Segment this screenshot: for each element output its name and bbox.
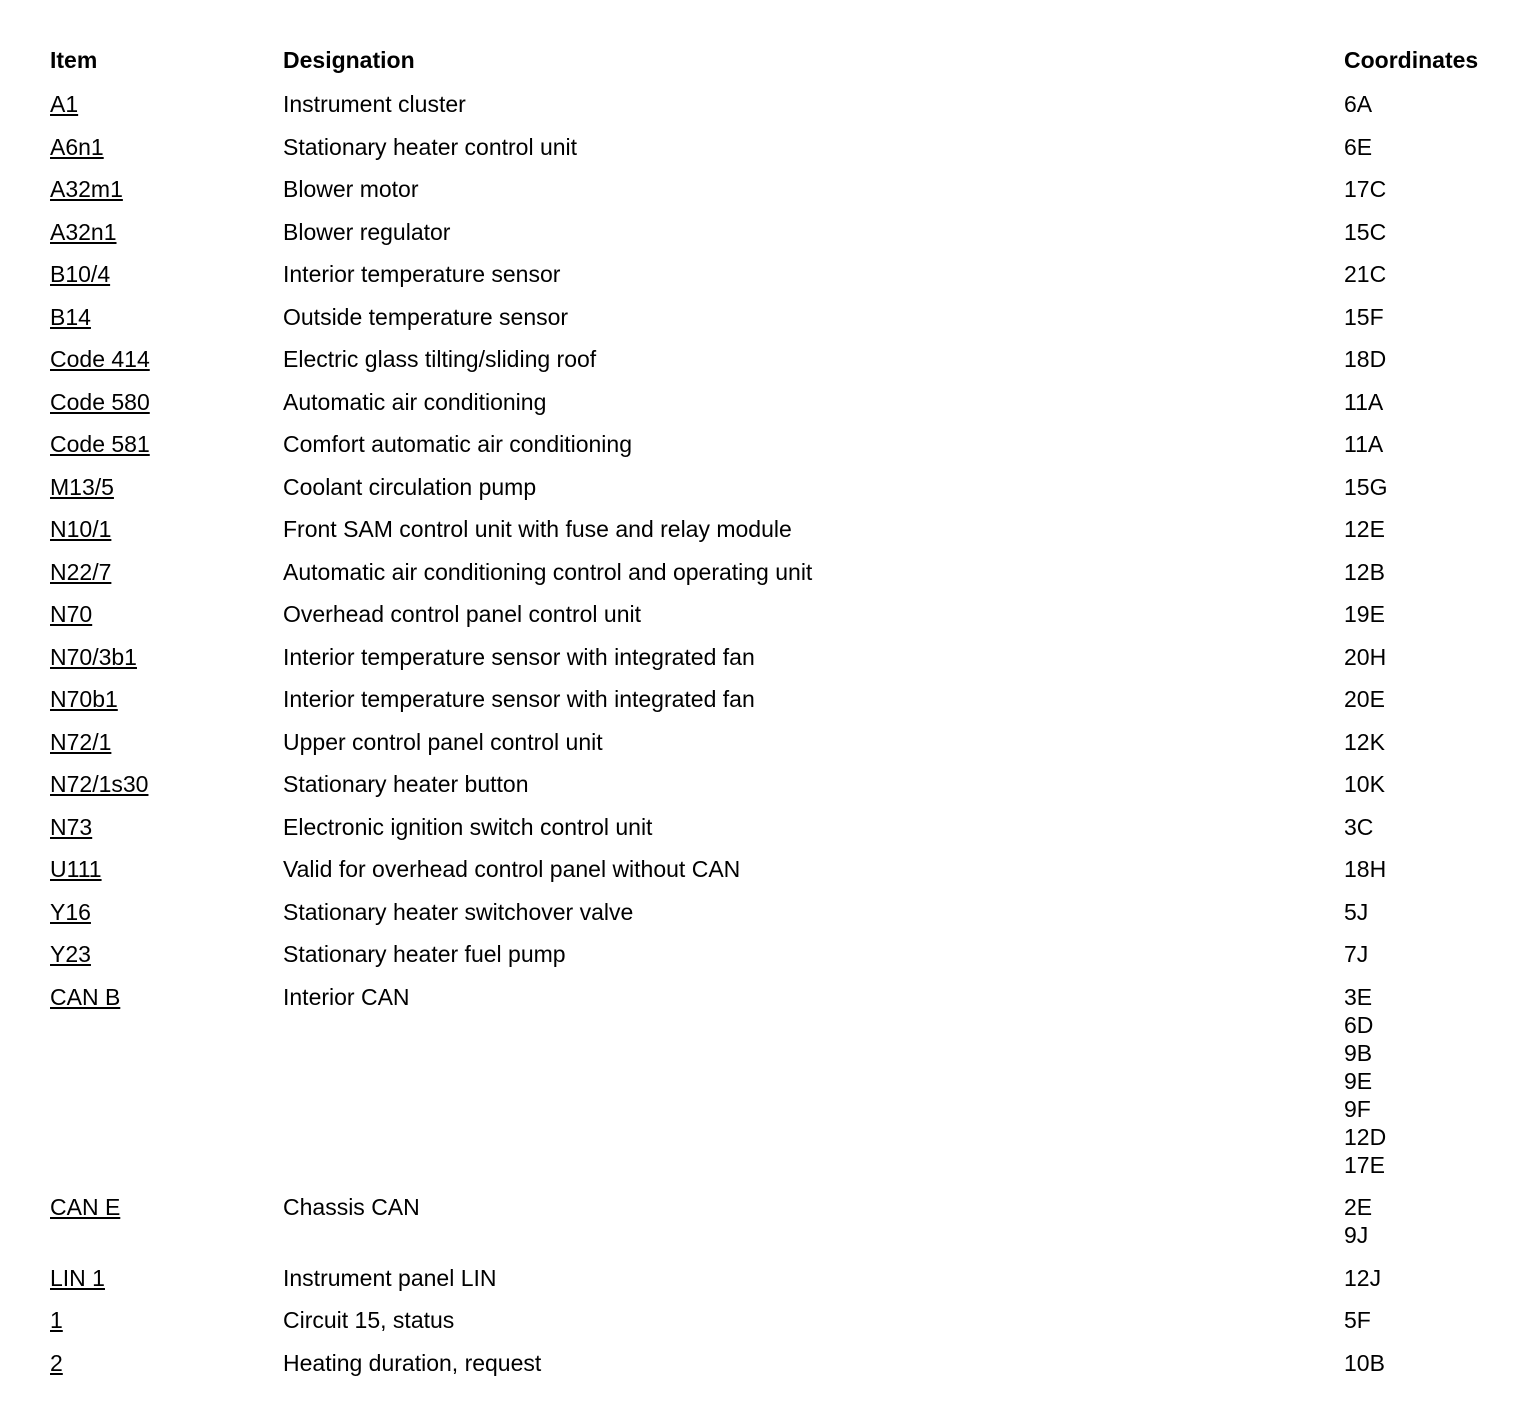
coordinates-cell xyxy=(1344,600,1385,628)
coordinate-value: 3C xyxy=(1344,813,1374,840)
table-row xyxy=(50,683,1530,726)
designation-cell: Overhead control panel control unit xyxy=(283,601,641,627)
coordinate-value: 19E xyxy=(1344,601,1385,627)
item-link[interactable]: N70 xyxy=(50,601,93,627)
item-link[interactable]: 1 xyxy=(50,1307,63,1333)
coordinate-value: 3E xyxy=(1344,983,1373,1010)
designation-cell: Instrument panel LIN xyxy=(283,1264,497,1291)
table-row xyxy=(50,301,1530,344)
coordinate-value: 9B xyxy=(1344,1039,1373,1066)
designation-cell: Upper control panel control unit xyxy=(283,728,603,755)
designation-cell: Automatic air conditioning xyxy=(283,388,547,415)
coordinates-cell xyxy=(1344,855,1386,883)
coordinate-value: 15G xyxy=(1344,473,1388,500)
table-row xyxy=(50,173,1530,216)
designation-cell: Interior CAN xyxy=(283,983,410,1010)
designation-cell: Comfort automatic air conditioning xyxy=(283,431,632,457)
coordinate-value: 11A xyxy=(1344,388,1384,415)
item-link[interactable]: A1 xyxy=(50,91,79,117)
header-item: Item xyxy=(50,47,98,73)
coordinate-value: 15C xyxy=(1344,218,1387,245)
table-row xyxy=(50,216,1530,259)
item-link[interactable]: N22/7 xyxy=(50,558,112,585)
designation-cell: Stationary heater control unit xyxy=(283,133,578,160)
table-row xyxy=(50,258,1530,301)
item-link[interactable]: A6n1 xyxy=(50,133,104,160)
table-body xyxy=(50,88,1530,1389)
coordinate-value: 9E xyxy=(1344,1067,1373,1094)
designation-cell: Outside temperature sensor xyxy=(283,303,569,330)
table-row xyxy=(50,811,1530,854)
designation-cell: Electronic ignition switch control unit xyxy=(283,813,653,840)
item-link[interactable]: B10/4 xyxy=(50,261,111,287)
table-row xyxy=(50,386,1530,429)
table-row xyxy=(50,726,1530,769)
table-row xyxy=(50,471,1530,514)
table-row xyxy=(50,1262,1530,1305)
table-row xyxy=(50,896,1530,939)
designation-cell: Interior temperature sensor xyxy=(283,261,561,287)
designation-cell: Electric glass tilting/sliding roof xyxy=(283,346,597,372)
table-row xyxy=(50,556,1530,599)
coordinate-value: 17C xyxy=(1344,176,1387,202)
table-row xyxy=(50,981,1530,1192)
coordinates-cell xyxy=(1344,175,1386,203)
designation-cell: Interior temperature sensor with integrated fan xyxy=(283,686,755,712)
coordinates-cell xyxy=(1344,303,1384,331)
coordinates-cell xyxy=(1344,685,1385,713)
coordinates-cell xyxy=(1344,260,1386,288)
item-link[interactable]: N72/1 xyxy=(50,728,112,755)
coordinates-cell xyxy=(1344,473,1387,501)
coordinate-value: 9F xyxy=(1344,1095,1371,1122)
designation-cell: Instrument cluster xyxy=(283,91,466,117)
designation-cell: Circuit 15, status xyxy=(283,1307,455,1333)
coordinates-cell xyxy=(1344,218,1386,246)
legend-table xyxy=(50,44,1530,1389)
coordinate-value: 20H xyxy=(1344,643,1387,670)
coordinates-cell xyxy=(1344,898,1368,926)
coordinates-cell xyxy=(1344,1264,1381,1292)
table-row xyxy=(50,343,1530,386)
table-row xyxy=(50,938,1530,981)
item-link[interactable]: N72/1s30 xyxy=(50,771,149,797)
table-row xyxy=(50,1304,1530,1347)
coordinates-cell xyxy=(1344,90,1372,118)
designation-cell: Heating duration, request xyxy=(283,1349,542,1376)
item-link[interactable]: Code 580 xyxy=(50,388,150,415)
coordinates-cell xyxy=(1344,133,1372,161)
coordinate-value: 6D xyxy=(1344,1011,1374,1038)
designation-cell: Coolant circulation pump xyxy=(283,473,537,500)
coordinates-cell xyxy=(1344,940,1368,968)
table-row xyxy=(50,428,1530,471)
designation-cell: Stationary heater fuel pump xyxy=(283,941,566,967)
coordinates-cell xyxy=(1344,388,1383,416)
coordinates-cell xyxy=(1344,515,1385,543)
table-row xyxy=(50,768,1530,811)
table-row xyxy=(50,641,1530,684)
table-row xyxy=(50,88,1530,131)
item-link[interactable]: U111 xyxy=(50,856,102,882)
coordinate-value: 12K xyxy=(1344,728,1385,755)
table-row xyxy=(50,1347,1530,1390)
coordinate-value: 15F xyxy=(1344,303,1384,330)
coordinates-cell xyxy=(1344,1306,1371,1334)
designation-cell: Stationary heater button xyxy=(283,771,529,797)
designation-cell: Automatic air conditioning control and operating unit xyxy=(283,558,813,585)
item-link[interactable]: LIN 1 xyxy=(50,1264,105,1291)
coordinate-value: 12B xyxy=(1344,558,1385,585)
item-link[interactable]: N10/1 xyxy=(50,516,112,542)
table-row xyxy=(50,598,1530,641)
designation-cell: Blower motor xyxy=(283,176,419,202)
coordinate-value: 11A xyxy=(1344,431,1384,457)
item-link[interactable]: A32n1 xyxy=(50,218,117,245)
designation-cell: Blower regulator xyxy=(283,218,451,245)
coordinate-value: 10K xyxy=(1344,771,1385,797)
designation-cell: Valid for overhead control panel without CAN xyxy=(283,856,741,882)
coordinate-value: 18H xyxy=(1344,856,1387,882)
coordinate-value: 10B xyxy=(1344,1349,1385,1376)
designation-cell: Stationary heater switchover valve xyxy=(283,898,634,925)
coordinate-value: 20E xyxy=(1344,686,1385,712)
coordinate-value: 6A xyxy=(1344,91,1373,117)
coordinates-cell xyxy=(1344,770,1385,798)
coordinate-value: 12J xyxy=(1344,1264,1382,1291)
header-coordinates: Coordinates xyxy=(1344,47,1479,73)
item-link[interactable]: 2 xyxy=(50,1349,63,1376)
coordinates-cell xyxy=(1344,430,1383,458)
item-link[interactable]: Y23 xyxy=(50,941,91,967)
item-link[interactable]: M13/5 xyxy=(50,473,114,500)
coordinate-value: 6E xyxy=(1344,133,1373,160)
item-link[interactable]: N70b1 xyxy=(50,686,118,712)
item-link[interactable]: Y16 xyxy=(50,898,91,925)
item-link[interactable]: CAN B xyxy=(50,983,121,1010)
coordinates-cell xyxy=(1344,728,1385,756)
coordinate-value: 21C xyxy=(1344,261,1387,287)
table-row xyxy=(50,1191,1530,1262)
coordinate-value: 12D xyxy=(1344,1123,1387,1150)
header-designation: Designation xyxy=(283,47,415,73)
item-link[interactable]: CAN E xyxy=(50,1194,121,1220)
designation-cell: Chassis CAN xyxy=(283,1194,420,1220)
coordinate-value: 9J xyxy=(1344,1222,1369,1248)
table-header xyxy=(50,44,1530,88)
coordinates-cell xyxy=(1344,558,1385,586)
coordinate-value: 2E xyxy=(1344,1194,1373,1220)
table-row xyxy=(50,513,1530,556)
item-link[interactable]: B14 xyxy=(50,303,91,330)
coordinates-cell xyxy=(1344,813,1373,841)
designation-cell: Front SAM control unit with fuse and relay module xyxy=(283,516,792,542)
coordinates-cell xyxy=(1344,1193,1372,1249)
coordinates-cell xyxy=(1344,1349,1385,1377)
coordinate-value: 5F xyxy=(1344,1307,1371,1333)
table-row xyxy=(50,853,1530,896)
item-link[interactable]: N73 xyxy=(50,813,93,840)
coordinate-value: 18D xyxy=(1344,346,1387,372)
item-link[interactable]: Code 414 xyxy=(50,346,150,372)
coordinates-cell xyxy=(1344,345,1386,373)
designation-cell: Interior temperature sensor with integrated fan xyxy=(283,643,755,670)
table-row xyxy=(50,131,1530,174)
coordinates-cell xyxy=(1344,983,1386,1179)
item-link[interactable]: Code 581 xyxy=(50,431,150,457)
item-link[interactable]: A32m1 xyxy=(50,176,123,202)
coordinate-value: 12E xyxy=(1344,516,1385,542)
item-link[interactable]: N70/3b1 xyxy=(50,643,137,670)
coordinates-cell xyxy=(1344,643,1386,671)
coordinate-value: 7J xyxy=(1344,941,1369,967)
coordinate-value: 5J xyxy=(1344,898,1369,925)
coordinate-value: 17E xyxy=(1344,1151,1385,1178)
